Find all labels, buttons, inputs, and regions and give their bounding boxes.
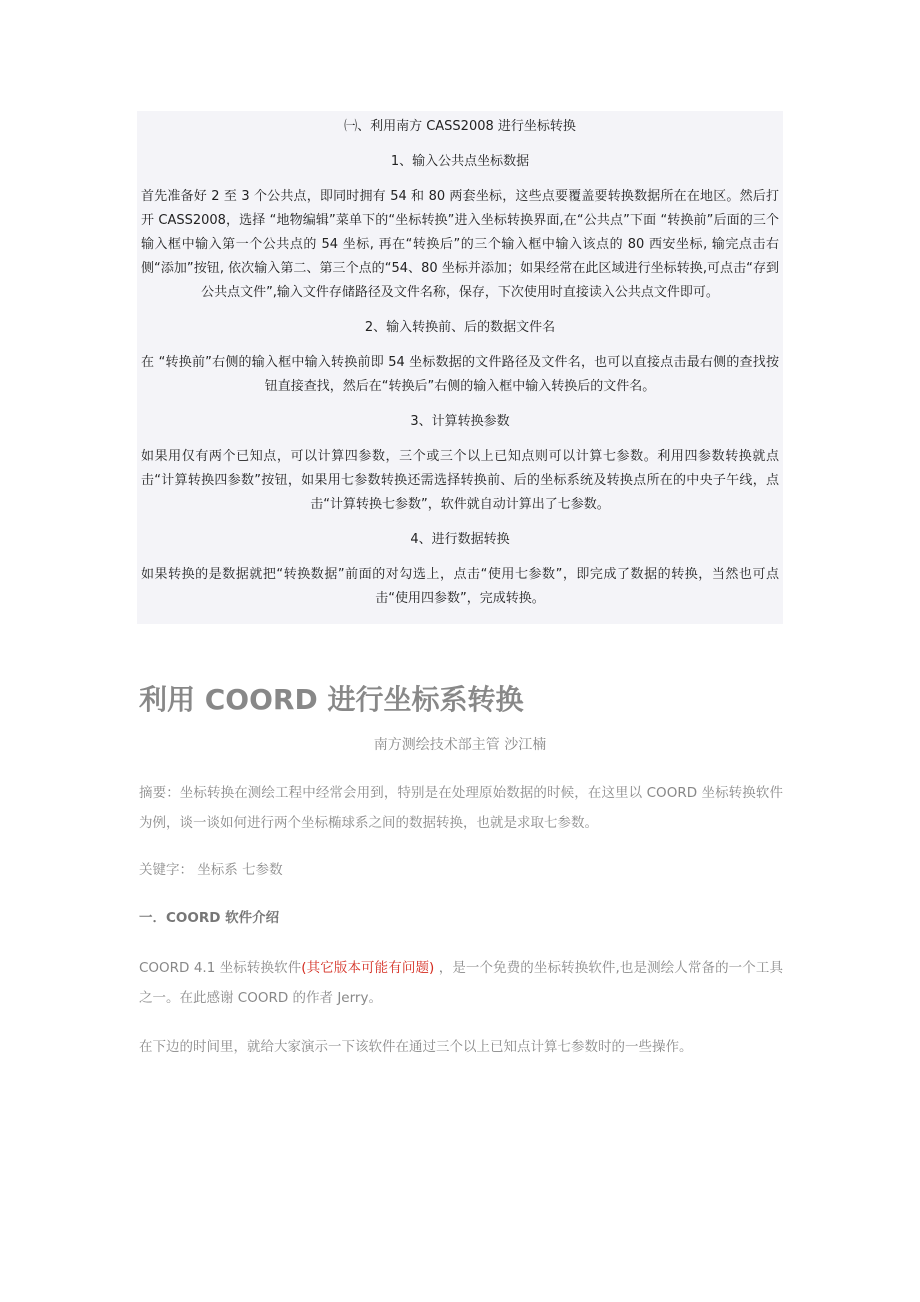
version-warning: (其它版本可能有问题) xyxy=(301,960,435,976)
cass-instructions-box xyxy=(137,111,783,624)
step1-text: 首先准备好 2 至 3 个公共点，即同时拥有 54 和 80 两套坐标，这些点要覆盖要转换数据所在在地区。然后打开 CASS2008，选择 “地物编辑”菜单下的“坐标转换”进入坐标转换界面,在“公共点”下面 “转换前”后面的三个输入框中输入第一个公共点的 54 坐标, 再在“转换后”的三个输入框中输入该点的 80 西安坐标, 输完点击右侧“添加”按钮, 依次输入第二、第三个点的“54、80 坐标并添加；如果经常在此区域进行坐标转换,可点击“存到公共点文件”,输入文件存储路径及文件名称，保存，下次使用时直接读入公共点文件即可。 xyxy=(141,189,779,300)
step1-title: 1、输入公共点坐标数据 xyxy=(390,154,530,169)
abstract-paragraph: 摘要：坐标转换在测绘工程中经常会用到，特别是在处理原始数据的时候，在这里以 COORD 坐标转换软件为例，谈一谈如何进行两个坐标椭球系之间的数据转换，也就是求取七参数。 xyxy=(139,785,783,831)
intro-paragraph xyxy=(139,953,783,1013)
step2-text: 在 “转换前”右侧的输入框中输入转换前即 54 坐标数据的文件路径及文件名，也可以直接点击最右侧的查找按钮直接查找，然后在“转换后”右侧的输入框中输入转换后的文件名。 xyxy=(141,355,779,394)
step3-title: 3、计算转换参数 xyxy=(410,414,510,429)
box-heading: ㈠、利用南方 CASS2008 进行坐标转换 xyxy=(344,119,576,134)
demo-paragraph: 在下边的时间里，就给大家演示一下该软件在通过三个以上已知点计算七参数时的一些操作。 xyxy=(139,1039,693,1055)
intro-text-end: ，是一个免费的坐标转换软件,也是测绘人常备的一个工具之一。在此感谢 COORD 的作者 Jerry。 xyxy=(139,960,783,1006)
section-heading: 一．COORD 软件介绍 xyxy=(139,910,280,926)
step3-text: 如果用仅有两个已知点，可以计算四参数，三个或三个以上已知点则可以计算七参数。利用四参数转换就点击“计算转换四参数”按钮，如果用七参数转换还需选择转换前、后的坐标系统及转换点所在的中央子午线，点击“计算转换七参数”，软件就自动计算出了七参数。 xyxy=(141,449,779,512)
step2-title: 2、输入转换前、后的数据文件名 xyxy=(364,320,556,335)
step4-text: 如果转换的是数据就把“转换数据”前面的对勾选上，点击“使用七参数”，即完成了数据的转换，当然也可点击“使用四参数”，完成转换。 xyxy=(141,567,779,606)
keywords-line: 关键字： 坐标系 七参数 xyxy=(139,862,283,878)
intro-text-start: COORD 4.1 坐标转换软件 xyxy=(139,960,302,976)
article-title: 利用 COORD 进行坐标系转换 xyxy=(139,683,524,716)
step4-title: 4、进行数据转换 xyxy=(410,532,510,547)
article-author: 南方测绘技术部主管 沙江楠 xyxy=(373,737,547,753)
